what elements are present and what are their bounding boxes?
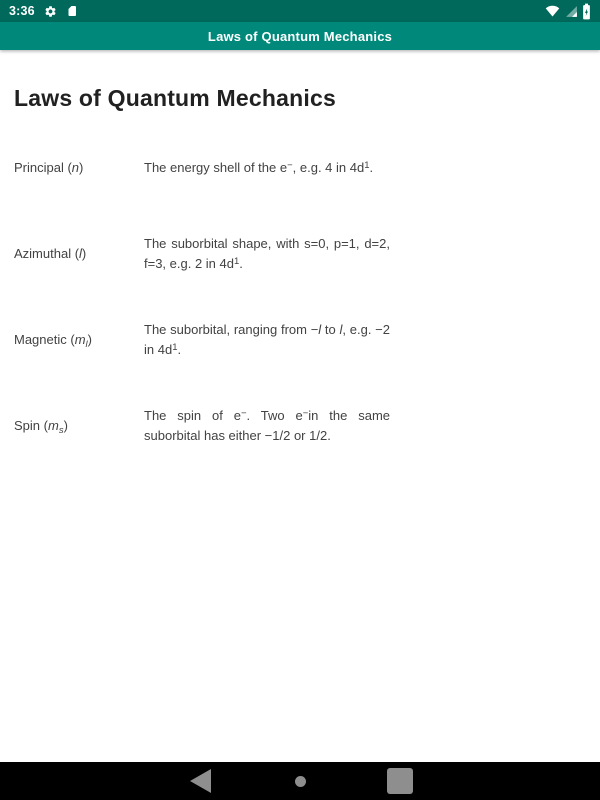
battery-charging-icon [582, 3, 591, 20]
sim-card-icon [66, 4, 78, 18]
quantum-number-table [14, 140, 586, 454]
term-label: Principal (n) [14, 160, 84, 175]
page-title: Laws of Quantum Mechanics [14, 85, 336, 111]
status-bar-left [9, 4, 78, 18]
table-row-spin [14, 398, 586, 454]
status-bar [0, 0, 600, 22]
content-area [0, 50, 600, 762]
table-row-magnetic [14, 312, 586, 368]
definition-text: The suborbital, ranging from −l to l, e.g. −2 in $4d^1$. [144, 322, 390, 357]
table-row-principal [14, 140, 586, 196]
definition-text: The spin of e−. Two e−in the same suborbital has either −1/2 or 1/2. [144, 408, 391, 443]
recents-icon [387, 768, 413, 794]
term-label: Magnetic $(m_l)$ [14, 332, 93, 350]
settings-gear-icon [44, 5, 57, 18]
wifi-icon [544, 4, 561, 18]
definition-text: The energy shell of the e−, e.g. 4 in $4d^1$. [144, 160, 374, 175]
back-button[interactable] [176, 762, 224, 800]
status-bar-right [544, 3, 591, 20]
app-bar [0, 22, 600, 50]
term-label: Azimuthal (l) [14, 246, 87, 261]
status-time: 3:36 [9, 4, 35, 18]
home-icon [295, 776, 306, 787]
app-bar-title: Laws of Quantum Mechanics [207, 28, 393, 44]
back-icon [190, 769, 211, 793]
navigation-bar [0, 762, 600, 800]
cellular-signal-icon [565, 5, 578, 18]
recents-button[interactable] [376, 762, 424, 800]
home-button[interactable] [276, 762, 324, 800]
definition-text: The suborbital shape, with s=0, p=1, d=2, f=3, e.g. 2 in $4d^1$. [144, 236, 390, 271]
term-label: Spin $(m_s)$ [14, 418, 68, 436]
table-row-azimuthal [14, 226, 586, 282]
